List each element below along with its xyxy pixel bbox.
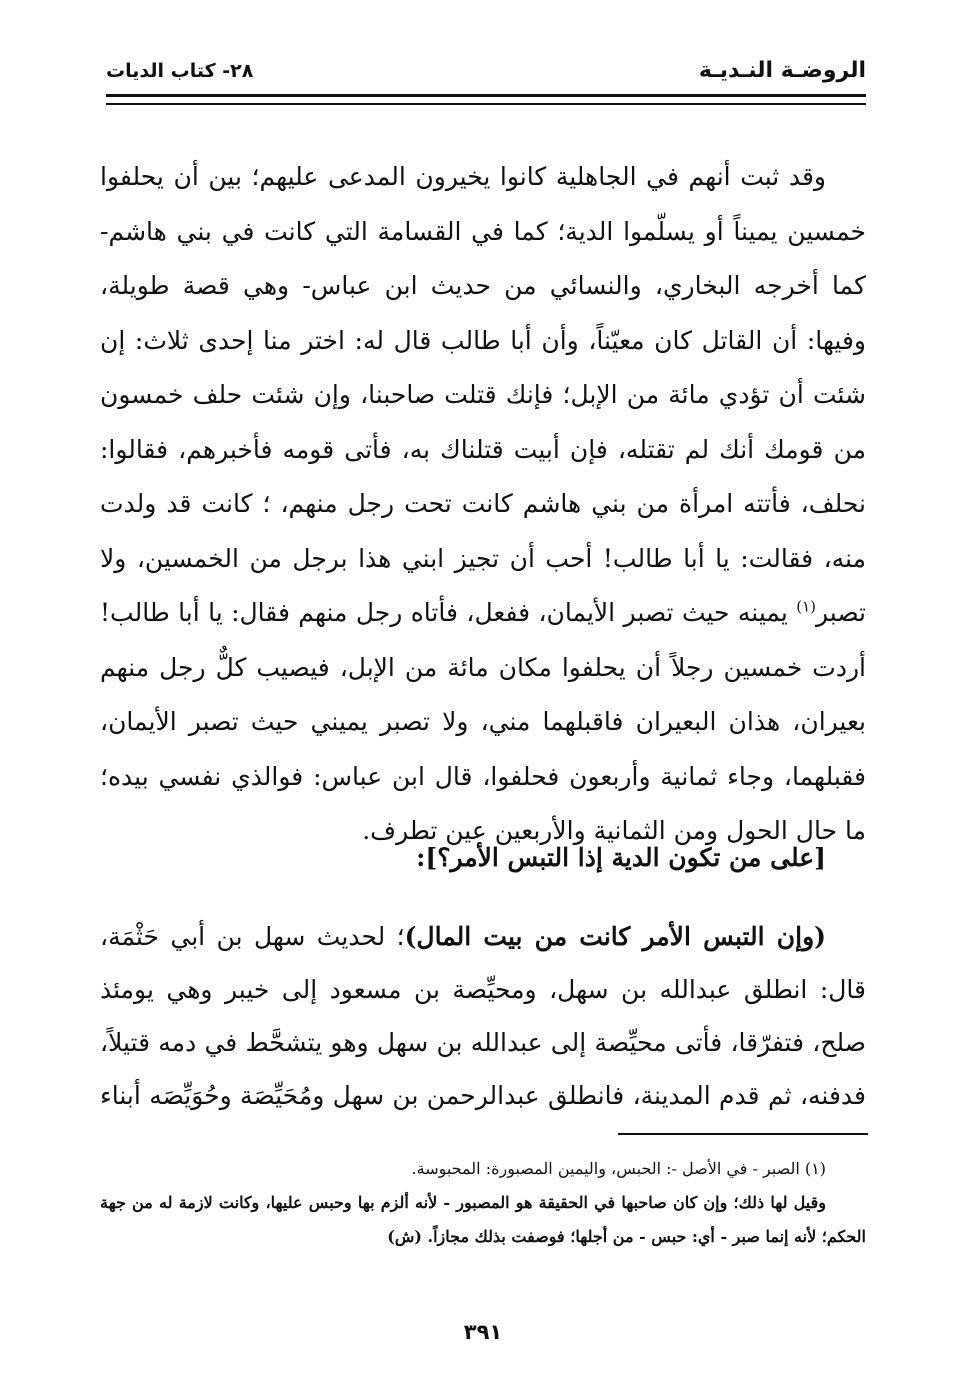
chapter-title: ٢٨- كتاب الديات: [106, 60, 254, 82]
footnote-rule: [618, 1133, 868, 1135]
paragraph-1-part-1: وقد ثبت أنهم في الجاهلية كانوا يخيرون المدعى عليهم؛ بين أن يحلفوا خمسين يميناً أو يسلّموا الدية؛ كما في القسامة التي كانت في بني هاشم- كما أخرجه البخاري، والنسائي من حديث ابن عباس- وهي قصة طويلة، وفيها: أن القاتل كان معيّناً، وأن أبا طالب قال له: اختر منا إحدى ثلاث: إن شئت أن تؤدي مائة من الإبل؛ فإنك قتلت صاحبنا، وإن شئت حلف خمسون من قومك أنك لم تقتله، فإن أبيت قتلناك به، فأتى قومه فأخبرهم، فقالوا: نحلف، فأتته امرأة من بني هاشم كانت تحت رجل منهم، ؛ كانت قد ولدت منه، فقالت: يا أبا طالب! أحب أن تجيز ابني هذا برجل من الخمسين، ولا تصبر: [100, 162, 866, 627]
section-heading: [على من تكون الدية إذا التبس الأمر؟]:: [416, 843, 826, 872]
paragraph-2-rest: ؛ لحديث سهل بن أبي حَثْمَة، قال: انطلق عبدالله بن سهل، ومحيِّصة بن مسعود إلى خيبر وهي يومئذ صلح، فتفرّقا، فأتى محيِّصة إلى عبدالله بن سهل وهو يتشحَّط في دمه قتيلاً، فدفنه، ثم قدم المدينة، فانطلق عبدالرحمن بن سهل ومُحَيِّصَة وحُوَيِّصَه أبناء: [100, 922, 866, 1110]
main-text-block-2: [100, 910, 866, 1122]
paragraph-2: [100, 910, 866, 1122]
main-text-block: [100, 150, 866, 859]
footnote-2: وقيل لها ذلك؛ وإن كان صاحبها في الحقيقة هو المصبور - لأنه ألزم بها وحبس عليها، وكانت لازمة له من جهة الحكم؛ لأنه إنما صبر - أي: حبس - من أجلها؛ فوصفت بذلك مجازاً. (ش): [100, 1193, 866, 1246]
paragraph-2-bold: (وإن التبس الأمر كانت من بيت المال): [404, 922, 827, 951]
paragraph-1-part-2: يمينه حيث تصبر الأيمان، ففعل، فأتاه رجل منهم فقال: يا أبا طالب! أردت خمسين رجلاً أن يحلفوا مكان مائة من الإبل، فيصيب كلٌّ رجل منهم بعيران، هذان البعيران فاقبلهما مني، ولا تصبر يميني حيث تصبر الأيمان، فقبلهما، وجاء ثمانية وأربعون فحلفوا، قال ابن عباس: فوالذي نفسي بيده؛ ما حال الحول ومن الثمانية والأربعين عين تطرف.: [100, 598, 866, 845]
paragraph-1: [100, 150, 866, 859]
footnote-1: (١) الصبر - في الأصل -: الحبس، واليمين المصبورة: المحبوسة.: [411, 1159, 826, 1178]
footnote-marker: (١): [796, 597, 817, 616]
footnotes: [100, 1152, 866, 1254]
header-rule: [106, 94, 866, 105]
running-header: [106, 58, 866, 98]
book-title: الروضـة النـديـة: [698, 58, 866, 83]
page-number: ٣٩١: [463, 1320, 503, 1344]
